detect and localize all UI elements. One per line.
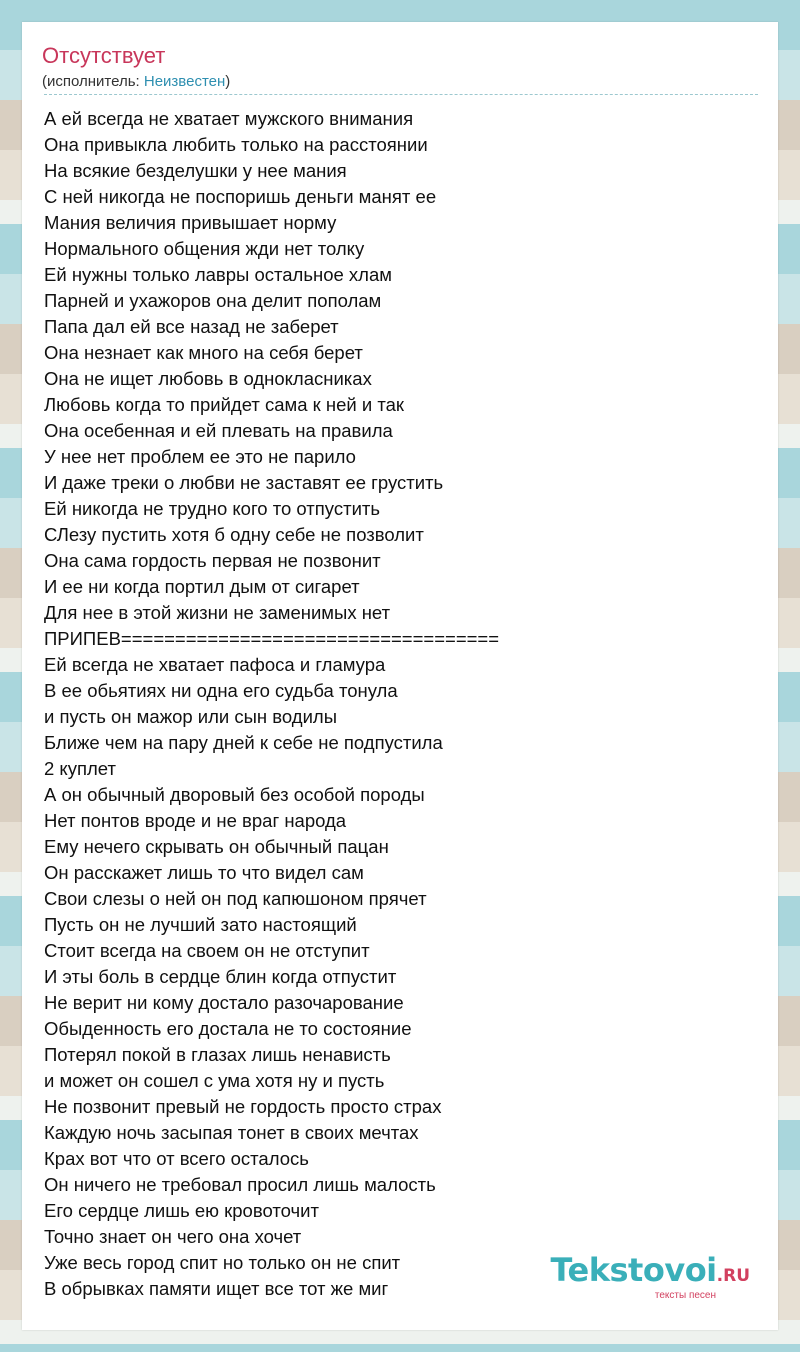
lyric-line: Она привыкла любить только на расстоянии [44,134,428,155]
lyric-line: Каждую ночь засыпая тонет в своих мечтах [44,1122,419,1143]
lyric-line: Не верит ни кому достало разочарование [44,992,404,1013]
lyric-line: Парней и ухажоров она делит пополам [44,290,382,311]
logo-name: Tekstovoi [550,1251,717,1289]
logo-tagline: тексты песен [654,1290,716,1301]
logo-tld: .RU [716,1266,750,1286]
lyric-line: Пусть он не лучший зато настоящий [44,914,357,935]
lyric-line: У нее нет проблем ее это не парило [44,446,356,467]
lyric-line: Она сама гордость первая не позвонит [44,550,381,571]
lyric-line: Ей всегда не хватает пафоса и гламура [44,654,386,675]
lyric-line: И эты боль в сердце блин когда отпустит [44,966,397,987]
lyric-line: Уже весь город спит но только он не спит [44,1252,401,1273]
lyric-line: Она осебенная и ей плевать на правила [44,420,393,441]
lyric-line: И даже треки о любви не заставят ее грустить [44,472,444,493]
lyrics-text [44,106,764,1302]
lyric-line: Для нее в этой жизни не заменимых нет [44,602,391,623]
header-divider [44,94,758,95]
lyric-line: А ей всегда не хватает мужского внимания [44,108,414,129]
lyric-line: Любовь когда то прийдет сама к ней и так [44,394,405,415]
artist-suffix: ) [225,73,231,90]
lyric-line: Мания величия привышает норму [44,212,337,233]
lyric-line: Ей нужны только лавры остальное хлам [44,264,392,285]
lyric-line: А он обычный дворовый без особой породы [44,784,425,805]
site-logo[interactable] [550,1253,750,1302]
lyric-line: и может он сошел с ума хотя ну и пусть [44,1070,385,1091]
lyric-line: Крах вот что от всего осталось [44,1148,309,1169]
lyric-line: 2 куплет [44,758,116,779]
artist-link[interactable]: Неизвестен [143,73,226,90]
lyric-line: Нет понтов вроде и не враг народа [44,810,347,831]
song-header [42,42,758,92]
lyric-line: Он ничего не требовал просил лишь малость [44,1174,436,1195]
lyric-line: и пусть он мажор или сын водилы [44,706,338,727]
lyric-line: Ей никогда не трудно кого то отпустить [44,498,381,519]
lyric-line: СЛезу пустить хотя б одну себе не позволит [44,524,424,545]
lyric-line: В ее обьятиях ни одна его судьба тонула [44,680,398,701]
lyric-line: Не позвонит превый не гордость просто страх [44,1096,442,1117]
song-title: Отсутствует [42,43,166,68]
lyric-line: Нормального общения жди нет толку [44,238,365,259]
lyric-line: В обрывках памяти ищет все тот же миг [44,1278,389,1299]
lyric-line: Обыденность его достала не то состояние [44,1018,412,1039]
lyric-line: Папа дал ей все назад не заберет [44,316,339,337]
lyric-line: Она незнает как много на себя берет [44,342,363,363]
lyric-line: С ней никогда не поспоришь деньги манят ее [44,186,437,207]
lyric-line: Стоит всегда на своем он не отступит [44,940,370,961]
lyric-line: Ему нечего скрывать он обычный пацан [44,836,389,857]
lyric-line: На всякие безделушки у нее мания [44,160,347,181]
lyric-line: Ближе чем на пару дней к себе не подпустила [44,732,443,753]
logo-wordmark [550,1253,750,1293]
lyric-line: И ее ни когда портил дым от сигарет [44,576,360,597]
lyric-line: Она не ищет любовь в однокласниках [44,368,372,389]
lyric-line: Свои слезы о ней он под капюшоном прячет [44,888,427,909]
artist-line [42,72,758,92]
lyric-line: Он расскажет лишь то что видел сам [44,862,364,883]
artist-prefix: (исполнитель: [42,73,144,90]
lyric-line: ПРИПЕВ=================================== [44,628,500,649]
lyric-line: Потерял покой в глазах лишь ненависть [44,1044,391,1065]
lyric-line: Точно знает он чего она хочет [44,1226,302,1247]
lyrics-card [22,22,778,1330]
lyric-line: Его сердце лишь ею кровоточит [44,1200,319,1221]
